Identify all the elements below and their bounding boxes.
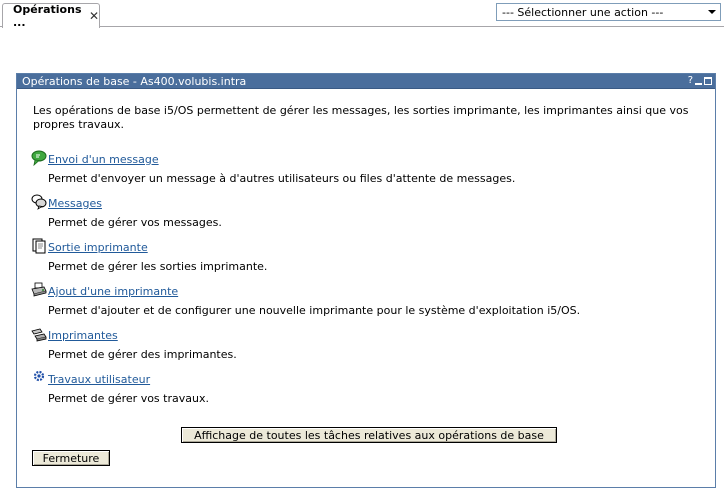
portlet-title: Opérations de base - As400.volubis.intra — [22, 74, 247, 88]
action-select-value: --- Sélectionner une action --- — [502, 5, 664, 19]
item-description: Permet de gérer des imprimantes. — [48, 348, 237, 361]
tab-label: Opérations ... — [13, 3, 82, 29]
item-description: Permet de gérer les sorties imprimante. — [48, 260, 268, 273]
close-icon[interactable]: ✕ — [88, 9, 99, 23]
help-icon[interactable]: ? — [687, 75, 693, 86]
portlet-title-bar — [17, 74, 715, 89]
list-item-messages — [31, 194, 222, 229]
minimize-icon[interactable] — [695, 77, 702, 85]
intro-text: Les opérations de base i5/OS permettent de gérer les messages, les sorties imprimante, les imprimantes ainsi que vos propres travaux. — [33, 104, 689, 131]
item-description: Permet de gérer vos messages. — [48, 216, 222, 229]
show-all-tasks-button[interactable]: Affichage de toutes les tâches relatives aux opérations de base — [181, 427, 557, 443]
tab-operations[interactable] — [2, 3, 100, 28]
message-send-icon — [31, 150, 47, 166]
link-imprimantes[interactable]: Imprimantes — [48, 329, 118, 342]
chevron-down-icon[interactable] — [704, 4, 720, 20]
list-item-imprimantes — [31, 326, 237, 361]
close-button[interactable]: Fermeture — [32, 450, 110, 466]
printers-icon — [31, 326, 47, 342]
document-icon — [31, 238, 47, 254]
link-envoi-message[interactable]: Envoi d'un message — [48, 153, 159, 166]
list-item-ajout-imprimante — [31, 282, 580, 317]
messages-icon — [31, 194, 47, 210]
item-description: Permet d'envoyer un message à d'autres utilisateurs ou files d'attente de messages. — [48, 172, 516, 185]
item-description: Permet d'ajouter et de configurer une nouvelle imprimante pour le système d'exploitation i5/OS. — [48, 304, 581, 317]
maximize-icon[interactable] — [704, 77, 712, 85]
link-messages[interactable]: Messages — [48, 197, 102, 210]
link-ajout-imprimante[interactable]: Ajout d'une imprimante — [48, 285, 179, 298]
item-description: Permet de gérer vos travaux. — [48, 392, 209, 405]
list-item-travaux-utilisateur — [31, 370, 209, 405]
list-item-sortie-imprimante — [31, 238, 267, 273]
tab-strip — [0, 0, 724, 27]
action-select[interactable] — [496, 3, 721, 21]
portlet-operations-de-base — [16, 73, 716, 488]
link-travaux-utilisateur[interactable]: Travaux utilisateur — [48, 373, 151, 386]
printer-add-icon — [31, 282, 47, 298]
jobs-gear-icon — [31, 370, 47, 386]
list-item-envoi-message — [31, 150, 515, 185]
link-sortie-imprimante[interactable]: Sortie imprimante — [48, 241, 148, 254]
